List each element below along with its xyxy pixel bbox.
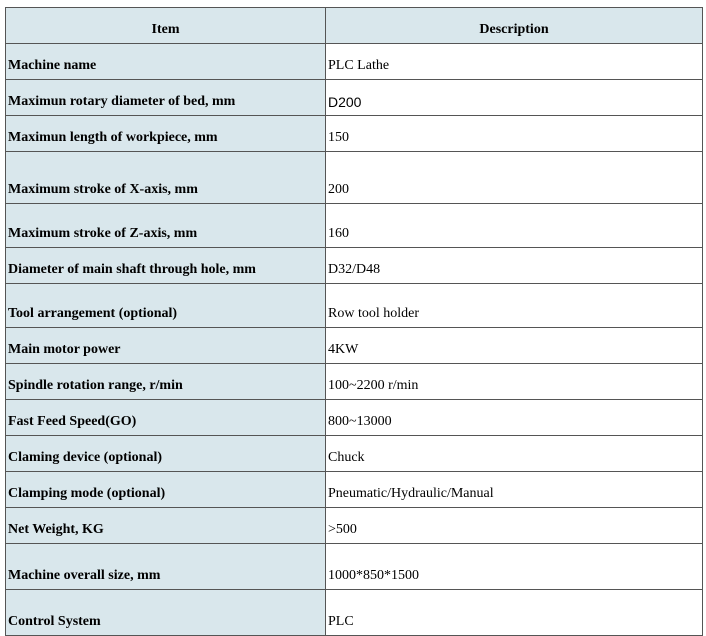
table-row (6, 80, 703, 116)
item-cell: Spindle rotation range, r/min (6, 364, 326, 400)
table-row (6, 44, 703, 80)
table-row (6, 248, 703, 284)
item-cell: Diameter of main shaft through hole, mm (6, 248, 326, 284)
table-header-row (6, 8, 703, 44)
item-cell: Tool arrangement (optional) (6, 284, 326, 328)
item-cell: Maximum stroke of Z-axis, mm (6, 204, 326, 248)
item-cell: Fast Feed Speed(GO) (6, 400, 326, 436)
item-cell: Machine overall size, mm (6, 544, 326, 590)
table-row (6, 508, 703, 544)
column-header-item: Item (6, 8, 326, 44)
item-cell: Main motor power (6, 328, 326, 364)
item-cell: Maximum stroke of X-axis, mm (6, 152, 326, 204)
table-row (6, 544, 703, 590)
description-cell: PLC (326, 590, 703, 636)
item-cell: Claming device (optional) (6, 436, 326, 472)
description-cell: 160 (326, 204, 703, 248)
description-cell: Row tool holder (326, 284, 703, 328)
table-row (6, 328, 703, 364)
item-cell: Machine name (6, 44, 326, 80)
description-cell: D32/D48 (326, 248, 703, 284)
table-row (6, 400, 703, 436)
description-cell: D200 (326, 80, 703, 116)
spec-table-container (5, 7, 703, 636)
table-row (6, 204, 703, 248)
item-cell: Control System (6, 590, 326, 636)
description-cell: 4KW (326, 328, 703, 364)
item-cell: Net Weight, KG (6, 508, 326, 544)
description-cell: 1000*850*1500 (326, 544, 703, 590)
table-row (6, 590, 703, 636)
description-cell: Chuck (326, 436, 703, 472)
description-cell: Pneumatic/Hydraulic/Manual (326, 472, 703, 508)
item-cell: Maximun length of workpiece, mm (6, 116, 326, 152)
description-cell: >500 (326, 508, 703, 544)
table-row (6, 116, 703, 152)
spec-table (5, 7, 703, 636)
table-row (6, 152, 703, 204)
description-cell: 200 (326, 152, 703, 204)
table-row (6, 284, 703, 328)
item-cell: Clamping mode (optional) (6, 472, 326, 508)
description-cell: 150 (326, 116, 703, 152)
table-row (6, 472, 703, 508)
table-row (6, 436, 703, 472)
description-cell: 100~2200 r/min (326, 364, 703, 400)
description-cell: PLC Lathe (326, 44, 703, 80)
table-row (6, 364, 703, 400)
item-cell: Maximun rotary diameter of bed, mm (6, 80, 326, 116)
column-header-description: Description (326, 8, 703, 44)
description-cell: 800~13000 (326, 400, 703, 436)
